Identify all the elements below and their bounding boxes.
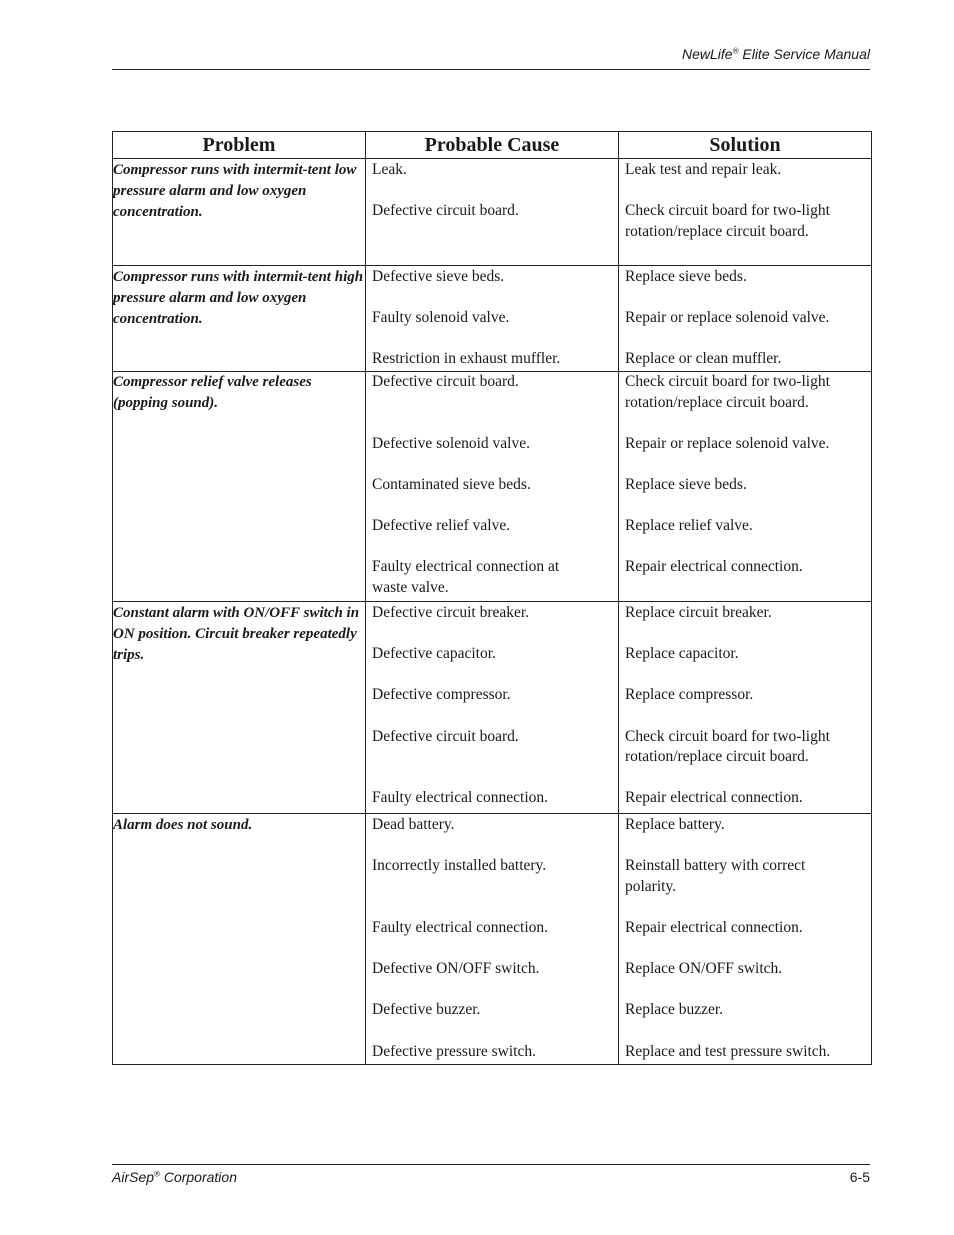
- cause-item: Faulty solenoid valve.: [372, 309, 510, 327]
- problem-cell: Constant alarm with ON/OFF switch in ON position. Circuit breaker repeatedly trips.: [113, 602, 366, 814]
- solution-cell: [619, 266, 872, 372]
- solution-cell: [619, 159, 872, 266]
- table-header-row: [113, 132, 872, 159]
- registered-mark: ®: [732, 46, 739, 56]
- cause-cell: [366, 814, 619, 1065]
- page-footer: [112, 1164, 870, 1185]
- cause-item: Defective sieve beds.: [372, 268, 505, 285]
- solution-item: Repair or replace solenoid valve.: [625, 434, 830, 452]
- cause-cell: [366, 372, 619, 602]
- column-header-problem: Problem: [113, 132, 366, 159]
- solution-item: Replace and test pressure switch.: [625, 1042, 831, 1060]
- cause-cell: [366, 159, 619, 266]
- solution-item: Repair electrical connection.: [625, 789, 803, 807]
- cause-item: Dead battery.: [372, 816, 455, 833]
- cause-item: Defective circuit board.: [372, 727, 519, 745]
- cause-item: Defective pressure switch.: [372, 1042, 536, 1060]
- company-name-main: AirSep: [112, 1169, 155, 1185]
- registered-mark: ®: [154, 1169, 160, 1179]
- cause-item: Faulty electrical connection.: [372, 918, 549, 936]
- cause-item: Defective capacitor.: [372, 645, 496, 663]
- cause-item: Defective ON/OFF switch.: [372, 960, 540, 978]
- table-row: [113, 372, 872, 602]
- manual-title-name: NewLife: [681, 46, 733, 62]
- cause-item: Defective circuit board.: [372, 202, 519, 220]
- company-name: [112, 1169, 237, 1185]
- cause-cell: [366, 266, 619, 372]
- table-row: [113, 814, 872, 1065]
- solution-item: Replace sieve beds.: [625, 268, 747, 285]
- troubleshooting-table: [112, 131, 872, 1065]
- cause-item: Defective solenoid valve.: [372, 434, 530, 452]
- manual-title: [682, 46, 870, 62]
- problem-cell: Compressor runs with intermit-tent low pressure alarm and low oxygen concentration.: [113, 159, 366, 266]
- solution-item: Replace sieve beds.: [625, 475, 747, 493]
- problem-cell: Compressor relief valve releases (popping sound).: [113, 372, 366, 602]
- cause-item: Defective buzzer.: [372, 1001, 481, 1019]
- cause-cell: [366, 602, 619, 814]
- cause-item: Defective circuit breaker.: [372, 604, 530, 621]
- solution-item: Replace buzzer.: [625, 1001, 724, 1019]
- solution-cell: [619, 602, 872, 814]
- solution-item: Reinstall battery with correct polarity.: [625, 857, 806, 895]
- solution-item: Replace relief valve.: [625, 517, 753, 535]
- solution-item: Replace or clean muffler.: [625, 350, 782, 368]
- company-name-rest: Corporation: [159, 1169, 237, 1185]
- problem-cell: Compressor runs with intermit-tent high pressure alarm and low oxygen concentration.: [113, 266, 366, 372]
- solution-cell: [619, 814, 872, 1065]
- cause-item: Faulty electrical connection.: [372, 789, 549, 807]
- cause-item: Defective compressor.: [372, 686, 511, 704]
- solution-item: Repair or replace solenoid valve.: [625, 309, 830, 327]
- solution-item: Check circuit board for two-light rotation/replace circuit board.: [625, 373, 830, 411]
- table-row: [113, 266, 872, 372]
- page-number: 6-5: [849, 1169, 870, 1185]
- solution-item: Replace compressor.: [625, 686, 754, 704]
- cause-item: Leak.: [372, 161, 407, 178]
- problem-cell: Alarm does not sound.: [113, 814, 366, 1065]
- column-header-solution: Solution: [619, 132, 872, 159]
- solution-item: Repair electrical connection.: [625, 918, 803, 936]
- cause-item: Incorrectly installed battery.: [372, 857, 547, 875]
- cause-item: Defective relief valve.: [372, 517, 511, 535]
- cause-item: Defective circuit board.: [372, 373, 519, 390]
- solution-cell: [619, 372, 872, 602]
- cause-item: Contaminated sieve beds.: [372, 475, 531, 493]
- solution-item: Leak test and repair leak.: [625, 161, 782, 178]
- page-header: [112, 44, 870, 70]
- cause-item: Restriction in exhaust muffler.: [372, 350, 561, 368]
- column-header-cause: Probable Cause: [366, 132, 619, 159]
- table-row: [113, 602, 872, 814]
- solution-item: Replace capacitor.: [625, 645, 739, 663]
- solution-item: Replace ON/OFF switch.: [625, 960, 783, 978]
- solution-item: Replace battery.: [625, 816, 725, 833]
- solution-item: Replace circuit breaker.: [625, 604, 772, 621]
- solution-item: Repair electrical connection.: [625, 558, 803, 576]
- cause-item: Faulty electrical connection at waste valve.: [372, 558, 560, 596]
- solution-item: Check circuit board for two-light rotation/replace circuit board.: [625, 202, 830, 240]
- table-row: [113, 159, 872, 266]
- manual-title-rest: Elite Service Manual: [738, 46, 870, 62]
- solution-item: Check circuit board for two-light rotation/replace circuit board.: [625, 727, 830, 766]
